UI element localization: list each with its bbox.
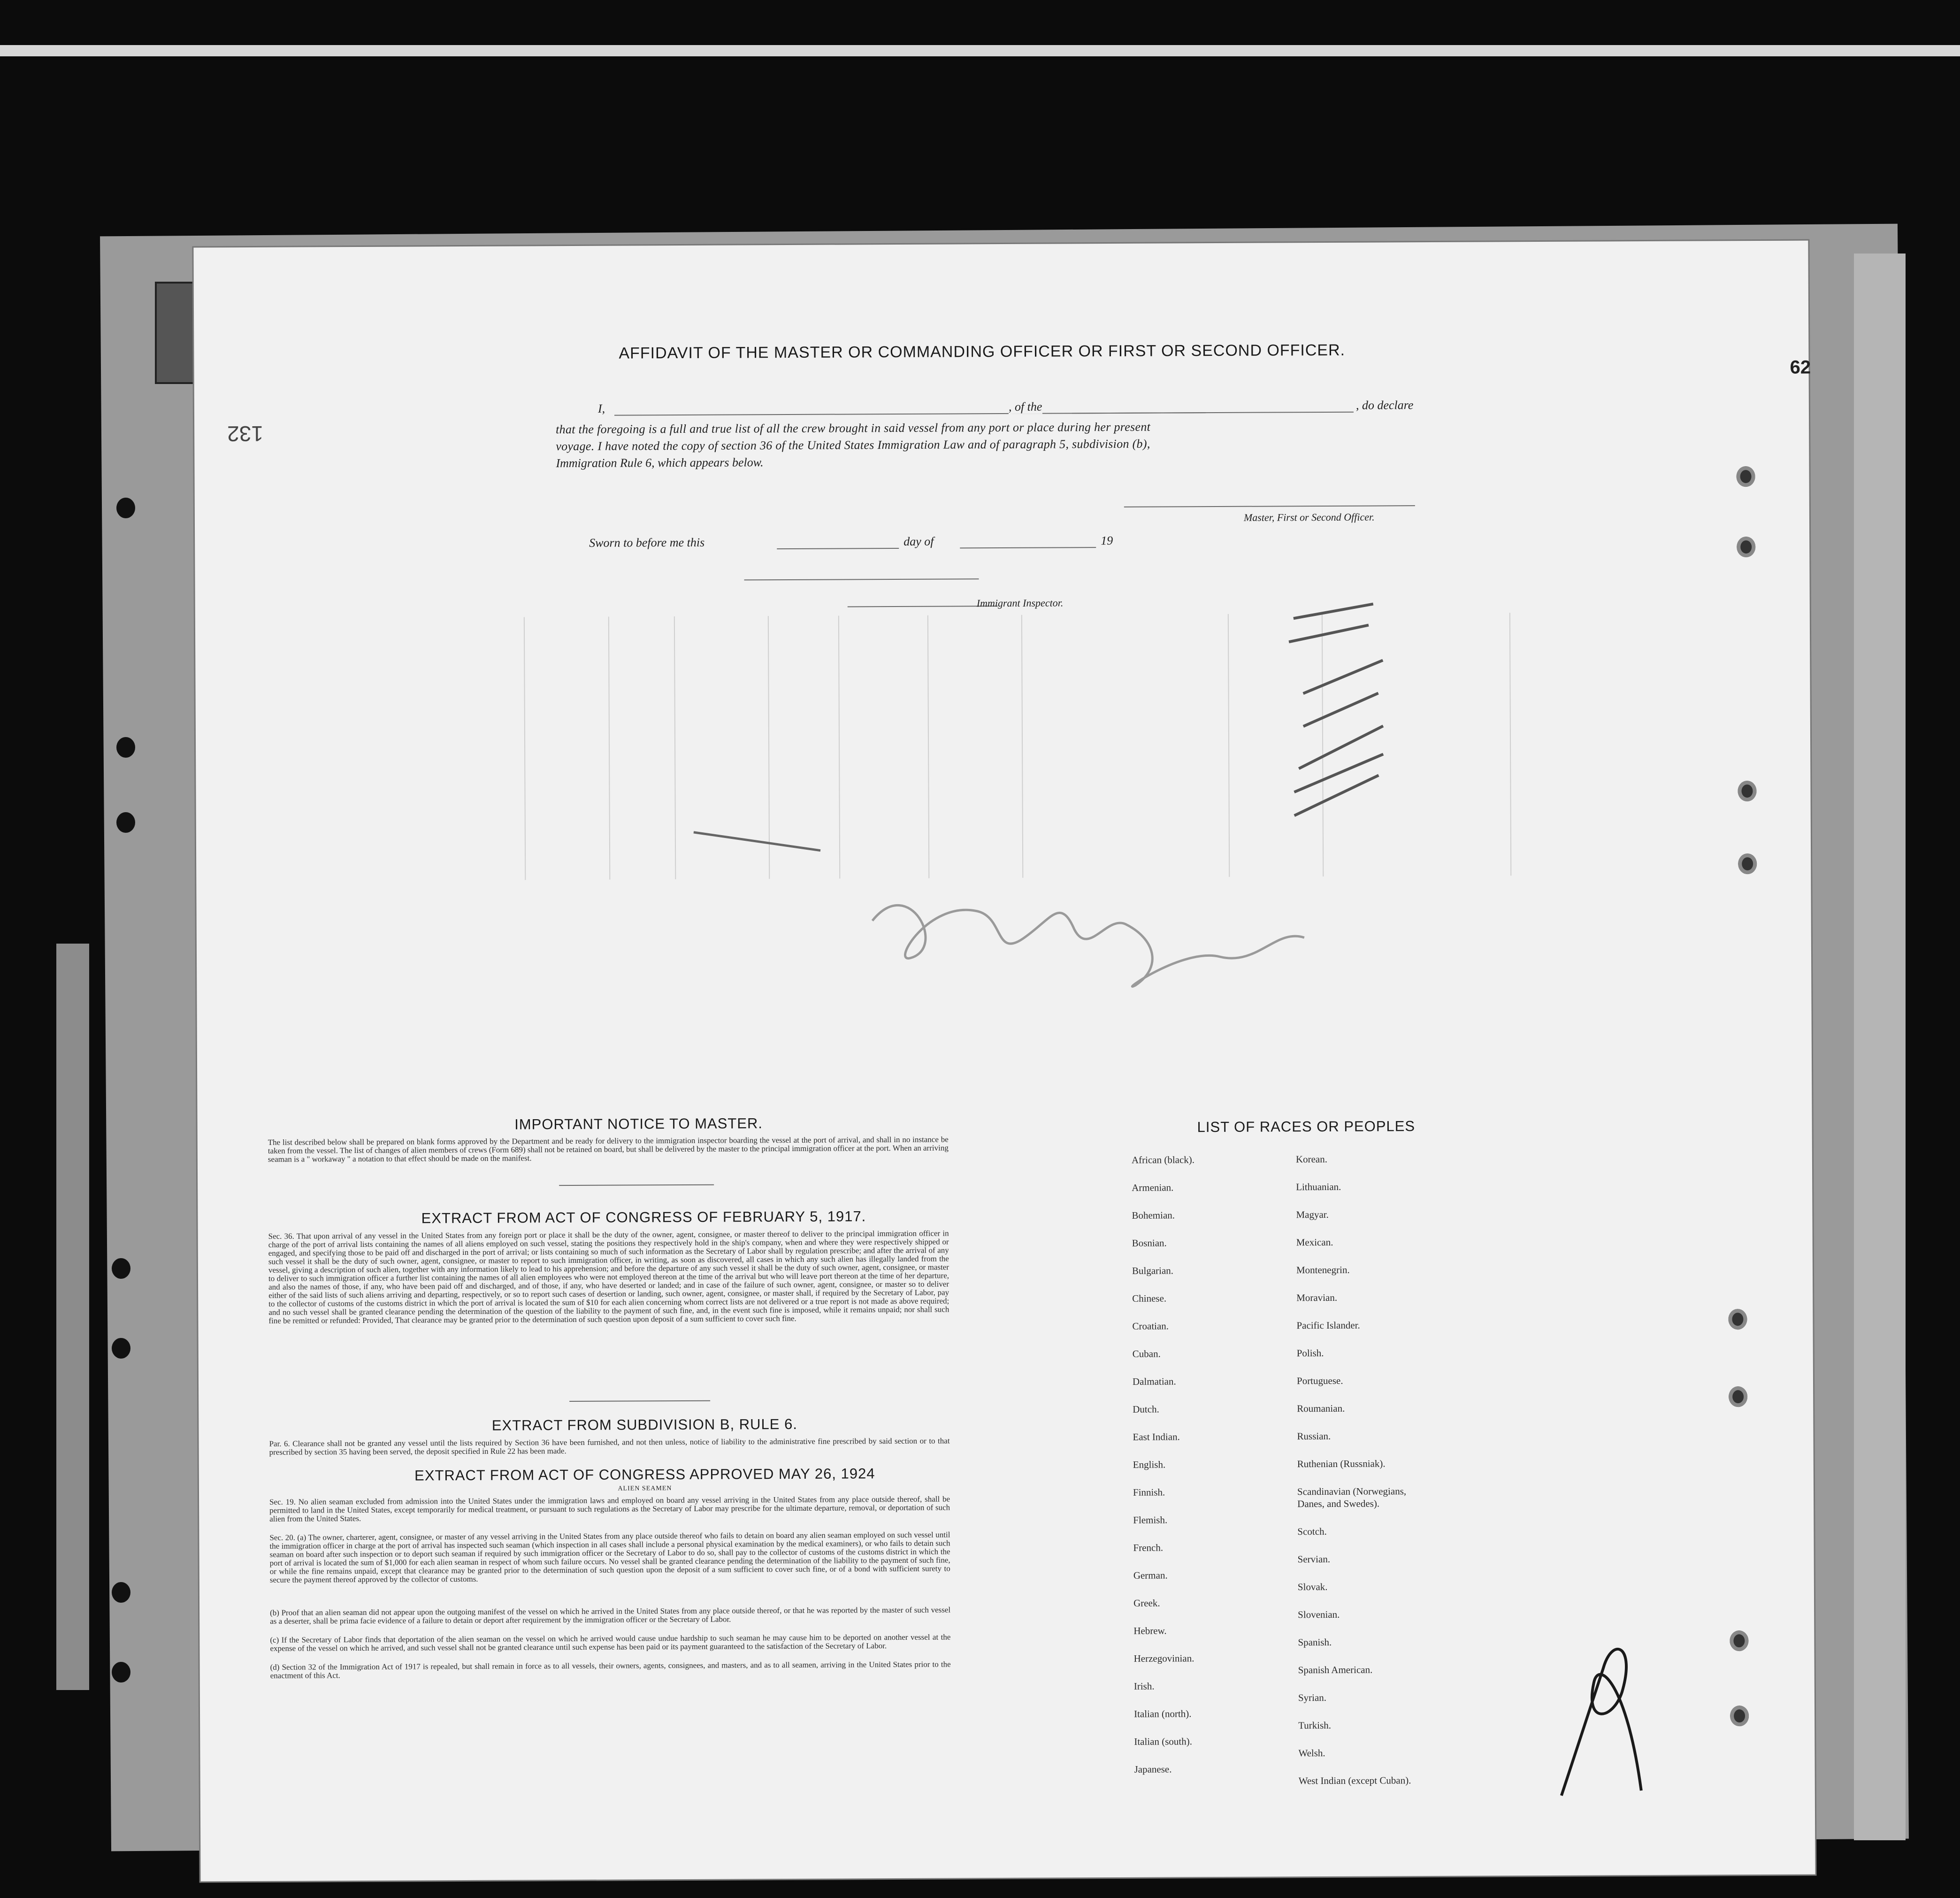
affidavit-title: AFFIDAVIT OF THE MASTER OR COMMANDING OFFICER OR FIRST OR SECOND OFFICER. — [619, 341, 1346, 362]
act-1924-title: EXTRACT FROM ACT OF CONGRESS APPROVED MAY 26, 1924 — [414, 1465, 875, 1484]
ghost-column-line — [524, 617, 526, 880]
punch-hole — [112, 1662, 130, 1683]
section-divider — [559, 1184, 714, 1186]
punch-hole — [116, 498, 135, 518]
rule-6-title: EXTRACT FROM SUBDIVISION B, RULE 6. — [491, 1415, 797, 1434]
year-label: 19 — [1101, 533, 1113, 548]
punch-hole — [1730, 1706, 1749, 1726]
race-item: German. — [1133, 1569, 1168, 1581]
race-item: Servian. — [1297, 1553, 1331, 1565]
race-item: Flemish. — [1133, 1514, 1168, 1526]
race-item: English. — [1133, 1459, 1166, 1470]
race-item: Spanish. — [1298, 1636, 1332, 1648]
rule-6-text: Par. 6. Clearance shall not be granted any vessel until the lists required by Section 36 have been furnished, and not then unless, notice of liability to the administrative fine prescribed by said section or to that prescribed by section 35 having been served, the deposit specified in Rule 22 has been made. — [269, 1436, 950, 1457]
notice-text: The list described below shall be prepared on blank forms approved by the Department and be ready for delivery to the immigration inspector boarding the vessel at the port of arrival, and shall in no instance be taken from the vessel. The list of changes of alien members of crews (Form 689) shall not be retained on board, but shall be delivered by the master to the principal immigration officer at the port. When an arriving seaman is a " workaway " a notation to that effect should be made on the manifest. — [268, 1135, 949, 1164]
punch-hole — [116, 812, 135, 833]
scanner-band — [0, 45, 1960, 56]
page-number: 62 — [1790, 357, 1811, 378]
affidavit-line-3: voyage. I have noted the copy of section 36 of the United States Immigration Law and of paragraph 5, subdivision (b), — [556, 437, 1150, 453]
race-item: Italian (north). — [1134, 1708, 1192, 1720]
ghost-column-line — [674, 616, 676, 879]
ghost-column-line — [608, 617, 610, 880]
ghost-column-line — [927, 615, 929, 878]
act-1917-title: EXTRACT FROM ACT OF CONGRESS OF FEBRUARY 5, 1917. — [421, 1208, 866, 1227]
race-item: Turkish. — [1298, 1719, 1332, 1731]
section-divider — [569, 1400, 710, 1402]
punch-hole — [1729, 1386, 1747, 1407]
punch-hole — [112, 1258, 130, 1279]
handwritten-ticks — [1275, 590, 1398, 853]
scrawl-line — [689, 822, 830, 861]
race-item: East Indian. — [1133, 1431, 1180, 1443]
vessel-blank-line — [1072, 412, 1354, 414]
affidavit-of-the: , of the — [1008, 400, 1042, 414]
punch-hole — [1738, 853, 1757, 874]
ghost-column-line — [1021, 615, 1023, 878]
race-item: Syrian. — [1298, 1692, 1327, 1704]
race-item: Dalmatian. — [1132, 1375, 1176, 1387]
ghost-column-line — [838, 616, 840, 879]
race-item: Croatian. — [1132, 1320, 1169, 1332]
act-1924-sec-20a: Sec. 20. (a) The owner, charterer, agent, consignee, or master of any vessel arriving in the United States from any place outside thereof who fails to detain on board any alien seaman employed on such vessel until the immigration officer in charge at the port of arrival has inspected such seaman (which inspection in all cases shall include a personal physical examination by the medical examiners), or who fails to detain such seaman on board after such inspection or to deport such seaman if required by such immigration officer or the Secretary of Labor to do so, shall pay to the collector of customs of the customs district in which the port of arrival is located the sum of $1,000 for each alien seaman in respect of whom such failure occurs. No vessel shall be granted clearance pending the determination of the liability to the payment of such fine, or while the fine remains unpaid, except that clearance may be granted prior to the determination of such question upon the deposit of a sum sufficient to cover such fine, or of a bond with sufficient surety to secure the payment thereof approved by the collector of customs. — [269, 1530, 950, 1584]
race-item: Montenegrin. — [1296, 1264, 1350, 1276]
race-item: Scandinavian (Norwegians, — [1297, 1485, 1407, 1498]
punch-hole — [116, 737, 135, 758]
punch-hole — [112, 1338, 130, 1359]
punch-hole — [1736, 466, 1755, 487]
race-item: Dutch. — [1133, 1403, 1159, 1415]
race-item: Welsh. — [1298, 1747, 1325, 1759]
race-item: Italian (south). — [1134, 1736, 1193, 1747]
race-item: Japanese. — [1134, 1763, 1172, 1775]
inspector-label: Immigrant Inspector. — [976, 597, 1064, 609]
race-item: Spanish American. — [1298, 1664, 1373, 1676]
race-item: Bulgarian. — [1132, 1265, 1174, 1276]
affidavit-declare: , do declare — [1355, 398, 1414, 412]
day-blank-line — [777, 548, 899, 549]
race-item: Danes, and Swedes). — [1297, 1498, 1380, 1510]
manifest-page — [193, 241, 1815, 1882]
race-item: Slovak. — [1297, 1581, 1328, 1593]
affidavit-line-2: that the foregoing is a full and true list of all the crew brought in said vessel from any port or place during her present — [556, 420, 1151, 437]
punch-hole — [1738, 781, 1756, 801]
race-item: French. — [1133, 1542, 1164, 1553]
punch-hole — [1728, 1309, 1747, 1329]
race-item: Hebrew. — [1133, 1625, 1167, 1637]
race-item: Finnish. — [1133, 1486, 1165, 1498]
race-item: Portuguese. — [1296, 1375, 1343, 1387]
race-item: Lithuanian. — [1296, 1181, 1341, 1193]
affidavit-i: I, — [597, 401, 605, 415]
punch-hole — [1730, 1630, 1748, 1651]
race-item: Armenian. — [1132, 1182, 1174, 1193]
margin-number: 132 — [227, 421, 264, 446]
race-item: Scotch. — [1297, 1526, 1327, 1537]
race-item: Mexican. — [1296, 1236, 1333, 1248]
act-1924-sec-19: Sec. 19. No alien seaman excluded from admission into the United States under the immigration laws and employed on board any vessel arriving in the United States from any place outside thereof, shall be permitted to land in the United States, except temporarily for medical treatment, or pursuant to such regulations as the Secretary of Labor may prescribe for the ultimate departure, removal, or deportation of such alien from the United States. — [269, 1494, 950, 1523]
race-item: Magyar. — [1296, 1208, 1329, 1221]
notice-title: IMPORTANT NOTICE TO MASTER. — [514, 1115, 763, 1133]
officer-signature-line — [1124, 505, 1415, 507]
month-blank-line — [960, 547, 1096, 548]
races-title: LIST OF RACES OR PEOPLES — [1197, 1118, 1416, 1136]
inspector-signature-line — [744, 578, 979, 580]
race-item: Russian. — [1297, 1430, 1331, 1442]
ghost-column-line — [1228, 614, 1230, 877]
race-item: Greek. — [1133, 1597, 1160, 1609]
handwritten-signature — [853, 844, 1323, 1005]
affidavit-line-4: Immigration Rule 6, which appears below. — [556, 455, 764, 470]
race-item: Pacific Islander. — [1296, 1319, 1360, 1331]
act-1924-sec-20d: (d) Section 32 of the Immigration Act of 1917 is repealed, but shall remain in force as to all vessels, their owners, agents, consignees, and masters, and as to all seamen, arriving in the United States prior to the enactment of this Act. — [270, 1660, 951, 1680]
act-1924-subtitle: ALIEN SEAMEN — [618, 1485, 672, 1492]
race-item: African (black). — [1131, 1154, 1195, 1166]
race-item: Slovenian. — [1298, 1608, 1340, 1621]
inspector-signature-line-2 — [848, 606, 998, 607]
race-item: Polish. — [1296, 1347, 1324, 1359]
punch-hole — [1737, 537, 1755, 557]
ghost-column-line — [1509, 613, 1511, 876]
day-of-label: day of — [903, 534, 934, 548]
race-item: Moravian. — [1296, 1291, 1338, 1304]
act-1917-text: Sec. 36. That upon arrival of any vessel in the United States from any foreign port or place it shall be the duty of the owner, agent, consignee, or master thereof to deliver to the principal immigration officer in charge of the port of arrival lists containing the names of all aliens employed on such vessel, stating the positions they respectively hold in the ship's company, when and where they were respectively shipped or engaged, and specifying those to be paid off and discharged in the port of arrival; or lists containing so much of such information as the Secretary of Labor shall by regulation prescribe; and after the arrival of any such vessel it shall be the duty of such owner, agent, consignee, or master to report to such immigration officer, in writing, as soon as discovered, all cases in which any such alien has illegally landed from the vessel, giving a description of such alien, together with any information likely to lead to his apprehension; and before the departure of any such vessel it shall be the duty of such owner, agent, consignee, or master to deliver to such immigration officer a further list containing the names of all alien employees who were not employed thereon at the time of the arrival but who will leave port thereon at the time of her departure, and also the names of those, if any, who have been paid off and discharged, and of those, if any, who have deserted or landed; and in case of the failure of such owner, agent, consignee, or master so to deliver either of the said lists of such aliens arriving and departing, respectively, or so to report such cases of desertion or landing, such owner, agent, consignee, or master shall, if required by the Secretary of Labor, pay to the collector of customs of the customs district in which the port of arrival is located the sum of $10 for each alien concerning whom correct lists are not delivered or a true report is not made as above required; and no such vessel shall be granted clearance pending the determination of the question of the liability to the payment of such fine, and, in the event such fine is imposed, while it remains unpaid; nor shall such fine be remitted or refunded: Provided, That clearance may be granted prior to the determination of such question upon deposit of a sum sufficient to cover such fine. — [268, 1229, 949, 1325]
punch-hole — [112, 1582, 130, 1603]
races-left-column — [1131, 1153, 1294, 1775]
race-item: Korean. — [1295, 1153, 1328, 1165]
race-item: Chinese. — [1132, 1292, 1167, 1304]
backing-sheet-edge — [1854, 254, 1906, 1840]
handwritten-zero-mark — [1547, 1626, 1655, 1800]
race-item: Irish. — [1133, 1680, 1155, 1692]
race-item: Ruthenian (Russniak). — [1297, 1458, 1386, 1470]
race-item: Roumanian. — [1297, 1402, 1345, 1414]
sworn-label: Sworn to before me this — [589, 535, 705, 550]
race-item: Bosnian. — [1132, 1237, 1167, 1249]
act-1924-sec-20c: (c) If the Secretary of Labor finds that deportation of the alien seaman on the vessel on which he arrived would cause undue hardship to such seaman he may cause him to be deported on another vessel at the expense of the vessel on which he arrived, and such vessel shall not be granted clearance until such expense has been paid or its payment guaranteed to the satisfaction of the Secretary of Labor. — [270, 1632, 951, 1653]
races-right-column — [1295, 1153, 1496, 1787]
binding-strip — [56, 944, 89, 1690]
race-item: Cuban. — [1132, 1348, 1161, 1360]
act-1924-sec-20b: (b) Proof that an alien seaman did not appear upon the outgoing manifest of the vessel on which he arrived in the United States from any place outside thereof, or that he was reported by the master of such vessel as a deserter, shall be prima facie evidence of a failure to detain or deport after requirement by the immigration officer or the Secretary of Labor. — [270, 1605, 951, 1626]
officer-label: Master, First or Second Officer. — [1243, 511, 1375, 523]
race-item: Herzegovinian. — [1133, 1652, 1194, 1664]
race-item: West Indian (except Cuban). — [1298, 1775, 1411, 1787]
race-item: Bohemian. — [1132, 1209, 1175, 1221]
